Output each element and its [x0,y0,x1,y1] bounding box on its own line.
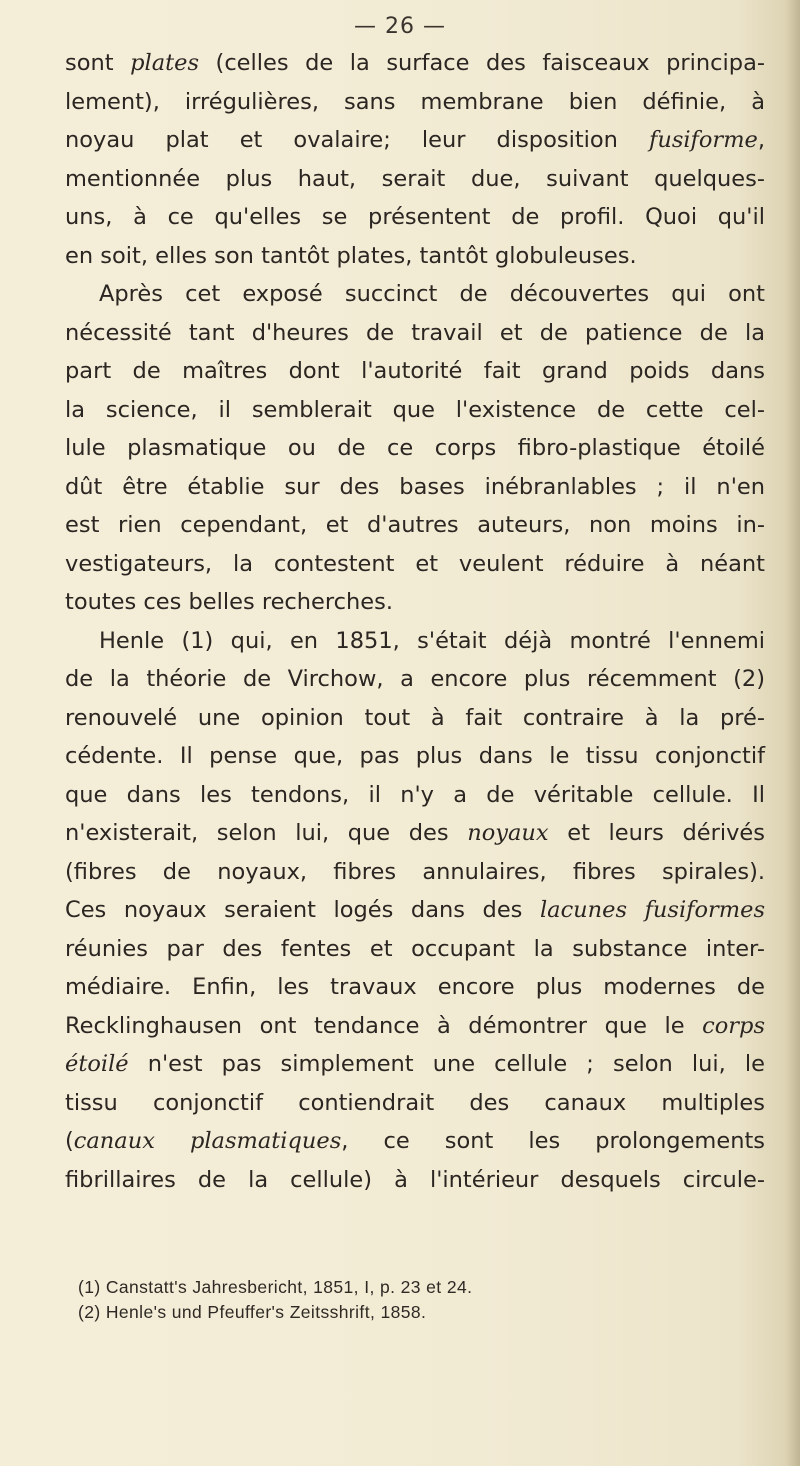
text-run: fibrillaires de la cellule) à l'intérieur desquels circule- [65,1166,765,1193]
footnote-1: (1) Canstatt's Jahresbericht, 1851, I, p. 23 et 24. [78,1277,473,1297]
text-line [65,160,765,199]
text-run: toutes ces belles recherches. [65,589,393,615]
text-line [65,44,765,83]
text-line [65,391,765,430]
text-run: et leurs dérivés [548,820,765,846]
text-line [65,891,765,930]
text-line [65,737,765,776]
text-run: cédente. Il pense que, pas plus dans le tissu conjonctif [65,743,765,769]
text-run: , [757,127,765,153]
italic-term: noyaux [467,820,549,846]
text-run: uns, à ce qu'elles se présentent de profil. Quoi qu'il [65,204,765,230]
text-line [65,1007,765,1046]
italic-term: plates [130,50,200,76]
text-line [65,237,765,276]
text-run: noyau plat et ovalaire; leur disposition [65,127,649,153]
text-line [65,468,765,507]
text-line [65,583,765,622]
italic-term: corps [702,1012,765,1039]
text-line [65,622,765,661]
text-run: Recklinghausen ont tendance à démontrer que le [65,1012,703,1039]
page-edge-shadow [786,0,800,1466]
text-line [65,814,765,853]
text-run: la science, il semblerait que l'existence de cette cel- [65,396,765,423]
body-text [65,44,765,1199]
text-run: , ce sont les prolongements [341,1128,765,1154]
text-run: (celles de la surface des faisceaux principa- [199,50,765,76]
text-run: n'existerait, selon lui, que des [65,820,468,846]
text-line [65,352,765,391]
text-line [65,1045,765,1084]
text-line [65,1161,765,1200]
text-line [65,660,765,699]
text-line [65,853,765,892]
text-run: sont [65,50,131,76]
text-run: en soit, elles son tantôt plates, tantôt globuleuses. [65,242,637,269]
italic-term: étoilé [65,1051,129,1077]
text-run: dût être établie sur des bases inébranlables ; il n'en [65,473,765,500]
text-line [65,83,765,122]
text-run: ( [65,1128,74,1154]
text-line [65,506,765,545]
footnote-2: (2) Henle's und Pfeuffer's Zeitsshrift, 1858. [78,1302,427,1322]
text-run: Ces noyaux seraient logés dans des [65,897,540,923]
text-run: de la théorie de Virchow, a encore plus récemment (2) [65,666,765,692]
text-run: tissu conjonctif contiendrait des canaux multiples [65,1089,765,1116]
text-line [65,314,765,353]
text-line [65,429,765,468]
text-run: nécessité tant d'heures de travail et de patience de la [65,319,765,346]
italic-term: canaux plasmatiques [73,1128,342,1154]
text-line [65,968,765,1007]
text-line [65,1122,765,1161]
text-run: mentionnée plus haut, serait due, suivant quelques- [65,165,765,192]
text-run: part de maîtres dont l'autorité fait grand poids dans [65,358,765,384]
text-run: lule plasmatique ou de ce corps fibro-plastique étoilé [65,435,765,461]
text-line [65,1084,765,1123]
text-run: que dans les tendons, il n'y a de véritable cellule. Il [65,781,765,808]
text-run: Après cet exposé succinct de découvertes qui ont [99,281,765,307]
text-run: réunies par des fentes et occupant la substance inter- [65,935,765,962]
text-run: n'est pas simplement une cellule ; selon lui, le [128,1051,765,1077]
text-line [65,699,765,738]
text-run: (fibres de noyaux, fibres annulaires, fibres spirales). [65,858,765,885]
italic-term: lacunes fusiformes [539,897,765,923]
text-line [65,198,765,237]
text-line [65,121,765,160]
page-number: — 26 — [354,14,446,39]
text-run: Henle (1) qui, en 1851, s'était déjà montré l'ennemi [99,627,765,654]
text-run: lement), irrégulières, sans membrane bien définie, à [65,88,765,115]
footnotes [78,1275,768,1325]
text-run: médiaire. Enfin, les travaux encore plus modernes de [65,974,765,1000]
italic-term: fusiforme [649,127,758,153]
text-line [65,545,765,584]
text-run: renouvelé une opinion tout à fait contraire à la pré- [65,704,765,731]
text-line [65,930,765,969]
text-run: vestigateurs, la contestent et veulent réduire à néant [65,550,765,577]
text-run: est rien cependant, et d'autres auteurs, non moins in- [65,512,765,538]
text-line [65,776,765,815]
text-line [65,275,765,314]
